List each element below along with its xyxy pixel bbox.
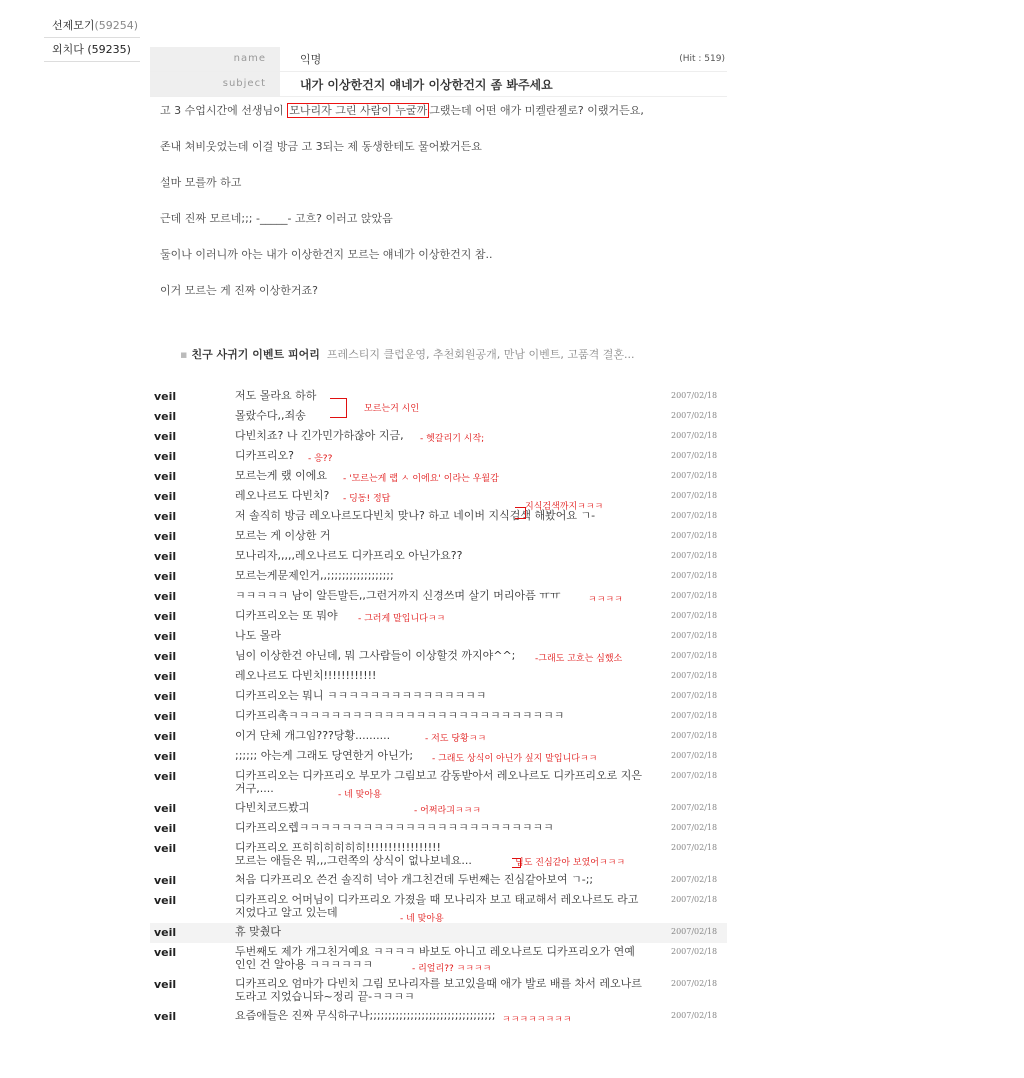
annotation-note: -그래도 고흐는 심했소 <box>535 654 623 664</box>
comment-text: 다빈치코드봤긔 <box>235 801 310 814</box>
comment-author[interactable]: veil <box>154 550 177 563</box>
author-name: 익명 <box>300 53 322 66</box>
comment-author[interactable]: veil <box>154 470 177 483</box>
comment-row <box>150 547 727 567</box>
comment-date: 2007/02/18 <box>671 651 718 660</box>
comment-row <box>150 507 727 527</box>
annotation-note: - 어쩌라긔ㅋㅋㅋ <box>414 806 481 816</box>
annotation-note: - 저도 당황ㅋㅋ <box>425 734 487 744</box>
comment-text: 디카프리오렙ㅋㅋㅋㅋㅋㅋㅋㅋㅋㅋㅋㅋㅋㅋㅋㅋㅋㅋㅋㅋㅋㅋㅋㅋ <box>235 821 554 834</box>
comment-date: 2007/02/18 <box>671 1011 718 1020</box>
comment-date: 2007/02/18 <box>671 591 718 600</box>
comment-author[interactable]: veil <box>154 842 177 855</box>
comment-author[interactable]: veil <box>154 874 177 887</box>
comment-author[interactable]: veil <box>154 894 177 907</box>
hit-count: (Hit : 519) <box>679 54 725 64</box>
comment-date: 2007/02/18 <box>671 631 718 640</box>
body-text: 고 3 수업시간에 선생님이 <box>160 104 288 117</box>
comment-author[interactable]: veil <box>154 770 177 783</box>
body-line: 설마 모를까 하고 <box>160 176 242 189</box>
comment-date: 2007/02/18 <box>671 711 718 720</box>
comment-date: 2007/02/18 <box>671 875 718 884</box>
sidebar-item-count: (59254) <box>94 19 139 32</box>
comment-date: 2007/02/18 <box>671 671 718 680</box>
comment-row <box>150 447 727 467</box>
annotation-note: - 리얼리?? ㅋㅋㅋㅋ <box>412 964 492 974</box>
comment-row <box>150 387 727 407</box>
comment-author[interactable]: veil <box>154 750 177 763</box>
comment-text: ㅋㅋㅋㅋㅋ 남이 알든말든,,그런거까지 신경쓰며 살기 머리아픔 ㅠㅠ <box>235 589 561 602</box>
body-line: 둘이나 이러니까 아는 내가 이상한건지 모르는 얘네가 이상한건지 참.. <box>160 248 493 261</box>
comment-date: 2007/02/18 <box>671 927 718 936</box>
comment-author[interactable]: veil <box>154 670 177 683</box>
comment-date: 2007/02/18 <box>671 511 718 520</box>
annotation-note: ㅋㅋㅋㅋ <box>588 595 623 605</box>
comment-text: 님이 이상한건 아닌데, 뭐 그사람들이 이상할것 까지야^^; <box>235 649 516 662</box>
comment-row <box>150 407 727 427</box>
comment-date: 2007/02/18 <box>671 979 718 988</box>
comment-text: 몰랐수다,,죄송 <box>235 409 306 422</box>
comment-row <box>150 587 727 607</box>
subject-label: subject <box>150 72 280 96</box>
comment-text: 디카프리오 엄마가 다빈치 그림 모나리자를 보고있을때 애가 발로 배를 차서 레오나르도라고 지었습니돠~정리 끝-ㅋㅋㅋㅋ <box>235 977 642 1003</box>
annotation-note: ㅋㅋㅋㅋㅋㅋㅋㅋ <box>502 1015 572 1025</box>
comment-row <box>150 707 727 727</box>
annotation-note: - 네 맞아용 <box>400 914 444 924</box>
comment-date: 2007/02/18 <box>671 731 718 740</box>
comment-author[interactable]: veil <box>154 802 177 815</box>
comment-author[interactable]: veil <box>154 1010 177 1023</box>
comment-row <box>150 839 727 871</box>
sidebar <box>44 14 140 62</box>
comment-date: 2007/02/18 <box>671 551 718 560</box>
bullet-icon: ▪ <box>180 348 188 361</box>
comment-text: 디카프리오? <box>235 449 294 462</box>
post-body <box>160 100 730 316</box>
comment-date: 2007/02/18 <box>671 895 718 904</box>
annotation-note: - 응?? <box>308 454 333 464</box>
comment-author[interactable]: veil <box>154 710 177 723</box>
comment-date: 2007/02/18 <box>671 823 718 832</box>
comment-author[interactable]: veil <box>154 570 177 583</box>
comment-date: 2007/02/18 <box>671 947 718 956</box>
comment-text: 모르는게 랬 이에요 <box>235 469 328 482</box>
body-line <box>160 100 730 136</box>
comment-author[interactable]: veil <box>154 978 177 991</box>
annotation-note: - 그래도 상식이 아닌가 싶지 말입니다ㅋㅋ <box>432 754 598 764</box>
comment-date: 2007/02/18 <box>671 471 718 480</box>
annotation-note: - 네 맞아용 <box>338 790 382 800</box>
comment-text: 저 솔직히 방금 레오나르도다빈치 맞나? 하고 네이버 지식검색 해봤어요 ㄱ- <box>235 509 596 522</box>
comment-date: 2007/02/18 <box>671 431 718 440</box>
sidebar-item-2[interactable] <box>44 38 140 62</box>
annotation-note: - 그러게 말입니다ㅋㅋ <box>358 614 446 624</box>
comment-row <box>150 871 727 891</box>
annotation-note: - '모르는게 랩 ㅅ 이에요' 이라는 우월감 <box>343 474 499 484</box>
highlighted-text: 모나리자 그린 사람이 누굴까 <box>289 104 428 117</box>
comment-author[interactable]: veil <box>154 590 177 603</box>
comment-row <box>150 647 727 667</box>
comment-author[interactable]: veil <box>154 390 177 403</box>
comment-text: 레오나르도 다빈치!!!!!!!!!!!! <box>235 669 377 682</box>
comment-text: 두번째도 제가 개그친거예요 ㅋㅋㅋㅋ 바보도 아니고 레오나르도 디카프리오가 연예인인 건 알아용 ㅋㅋㅋㅋㅋㅋ <box>235 945 635 971</box>
comment-date: 2007/02/18 <box>671 843 718 852</box>
comment-author[interactable]: veil <box>154 946 177 959</box>
name-label: name <box>150 47 280 71</box>
comment-text: 디카프리촉ㅋㅋㅋㅋㅋㅋㅋㅋㅋㅋㅋㅋㅋㅋㅋㅋㅋㅋㅋㅋㅋㅋㅋㅋㅋㅋ <box>235 709 565 722</box>
comment-text: 요즘애들은 진짜 무식하구나;;;;;;;;;;;;;;;;;;;;;;;;;;;;;;;;;; <box>235 1009 496 1022</box>
comment-author[interactable]: veil <box>154 690 177 703</box>
body-text: 그랬는데 어떤 애가 미켈란젤로? 이랬거든요, <box>429 104 644 117</box>
comment-text: ;;;;;; 아는게 그래도 당연한거 아닌가; <box>235 749 414 762</box>
annotation-bracket <box>515 507 526 519</box>
comment-text: 디카프리오는 디카프리오 부모가 그림보고 감동받아서 레오나르도 디카프리오로 지은거구,.... <box>235 769 643 795</box>
comment-text: 나도 몰라 <box>235 629 282 642</box>
comment-row <box>150 627 727 647</box>
sidebar-item-label: 외치다 <box>52 43 84 56</box>
comment-author[interactable]: veil <box>154 650 177 663</box>
comment-row <box>150 975 727 1007</box>
comment-author[interactable]: veil <box>154 610 177 623</box>
comment-text: 레오나르도 다빈치? <box>235 489 330 502</box>
comment-row <box>150 1007 727 1027</box>
comment-date: 2007/02/18 <box>671 803 718 812</box>
comment-author[interactable]: veil <box>154 450 177 463</box>
name-row <box>150 47 727 72</box>
comment-date: 2007/02/18 <box>671 611 718 620</box>
comment-text: 디카프리오 어머님이 디카프리오 가졌을 때 모나리자 보고 태교해서 레오나르도 라고 지었다고 알고 있는데 <box>235 893 642 919</box>
comment-row <box>150 767 727 799</box>
comment-text: 디카프리오는 뭐니 ㅋㅋㅋㅋㅋㅋㅋㅋㅋㅋㅋㅋㅋㅋㅋ <box>235 689 487 702</box>
sidebar-item-label: 선제모기 <box>52 19 95 32</box>
annotation-bracket <box>330 398 347 418</box>
annotation-note: - 헷갈리기 시작; <box>420 434 485 444</box>
comment-text: 모나리자,,,,,레오나르도 디카프리오 아닌가요?? <box>235 549 463 562</box>
comment-date: 2007/02/18 <box>671 411 718 420</box>
comment-date: 2007/02/18 <box>671 451 718 460</box>
comment-author[interactable]: veil <box>154 730 177 743</box>
body-line: 근데 진짜 모르네;;; -_____- 고흐? 이러고 앉았음 <box>160 212 393 225</box>
comment-date: 2007/02/18 <box>671 531 718 540</box>
ad-banner[interactable] <box>180 346 634 362</box>
post-title: 내가 이상한건지 얘네가 이상한건지 좀 봐주세요 <box>300 77 553 92</box>
body-line: 존내 쳐비웃었는데 이걸 방금 고 3되는 제 동생한테도 물어봤거든요 <box>160 140 482 153</box>
comment-text: 디카프리오는 또 뭐야 <box>235 609 338 622</box>
annotation-note: 지식검색까지ㅋㅋㅋ <box>525 502 604 512</box>
comment-author[interactable]: veil <box>154 926 177 939</box>
comment-date: 2007/02/18 <box>671 691 718 700</box>
comment-author[interactable]: veil <box>154 490 177 503</box>
body-line: 이거 모르는 게 진짜 이상한거죠? <box>160 284 318 297</box>
comment-author[interactable]: veil <box>154 822 177 835</box>
comment-date: 2007/02/18 <box>671 771 718 780</box>
comment-row <box>150 527 727 547</box>
comment-row <box>150 819 727 839</box>
annotation-note: 모르는거 시인 <box>364 404 420 414</box>
annotation-bracket <box>512 858 521 868</box>
annotation-note: 님도 진심같아 보였어ㅋㅋㅋ <box>515 858 626 868</box>
comment-row <box>150 687 727 707</box>
comment-date: 2007/02/18 <box>671 391 718 400</box>
post-header <box>150 47 727 97</box>
comment-row <box>150 667 727 687</box>
comment-date: 2007/02/18 <box>671 751 718 760</box>
comment-date: 2007/02/18 <box>671 491 718 500</box>
comment-text: 이거 단체 개그임???당황.......... <box>235 729 391 742</box>
comment-author[interactable]: veil <box>154 510 177 523</box>
comment-author[interactable]: veil <box>154 530 177 543</box>
comment-text: 모르는 게 이상한 거 <box>235 529 331 542</box>
comment-text: 처음 디카프리오 쓴건 솔직히 넉아 개그친건데 두번째는 진심같아보여 ㄱ-;; <box>235 873 594 886</box>
ad-description: 프레스티지 클럽운영, 추천회원공개, 만남 이벤트, 고품격 결혼... <box>326 348 635 361</box>
comment-date: 2007/02/18 <box>671 571 718 580</box>
annotation-note: - 딩동! 정답 <box>343 494 391 504</box>
comment-text: 휴 맞췄다 <box>235 925 282 938</box>
sidebar-item-1[interactable] <box>44 14 140 38</box>
comment-row <box>150 923 727 943</box>
subject-row <box>150 72 727 97</box>
comment-row <box>150 567 727 587</box>
sidebar-item-count: (59235) <box>87 43 131 56</box>
comment-text: 다빈치죠? 나 긴가민가하잖아 지금, <box>235 429 404 442</box>
comment-text: 모르는게문제인거,,;;;;;;;;;;;;;;;;;; <box>235 569 394 582</box>
comment-row <box>150 487 727 507</box>
comment-author[interactable]: veil <box>154 410 177 423</box>
comment-text: 디카프리오 프히히히히히히!!!!!!!!!!!!!!!!! 모르는 애들은 뭐,,,그런쪽의 상식이 없나보네요... <box>235 841 472 867</box>
comment-text: 저도 몰라요 하하 <box>235 389 317 402</box>
ad-title[interactable]: 친구 사귀기 이벤트 피어리 <box>191 348 320 361</box>
comment-author[interactable]: veil <box>154 630 177 643</box>
comment-author[interactable]: veil <box>154 430 177 443</box>
